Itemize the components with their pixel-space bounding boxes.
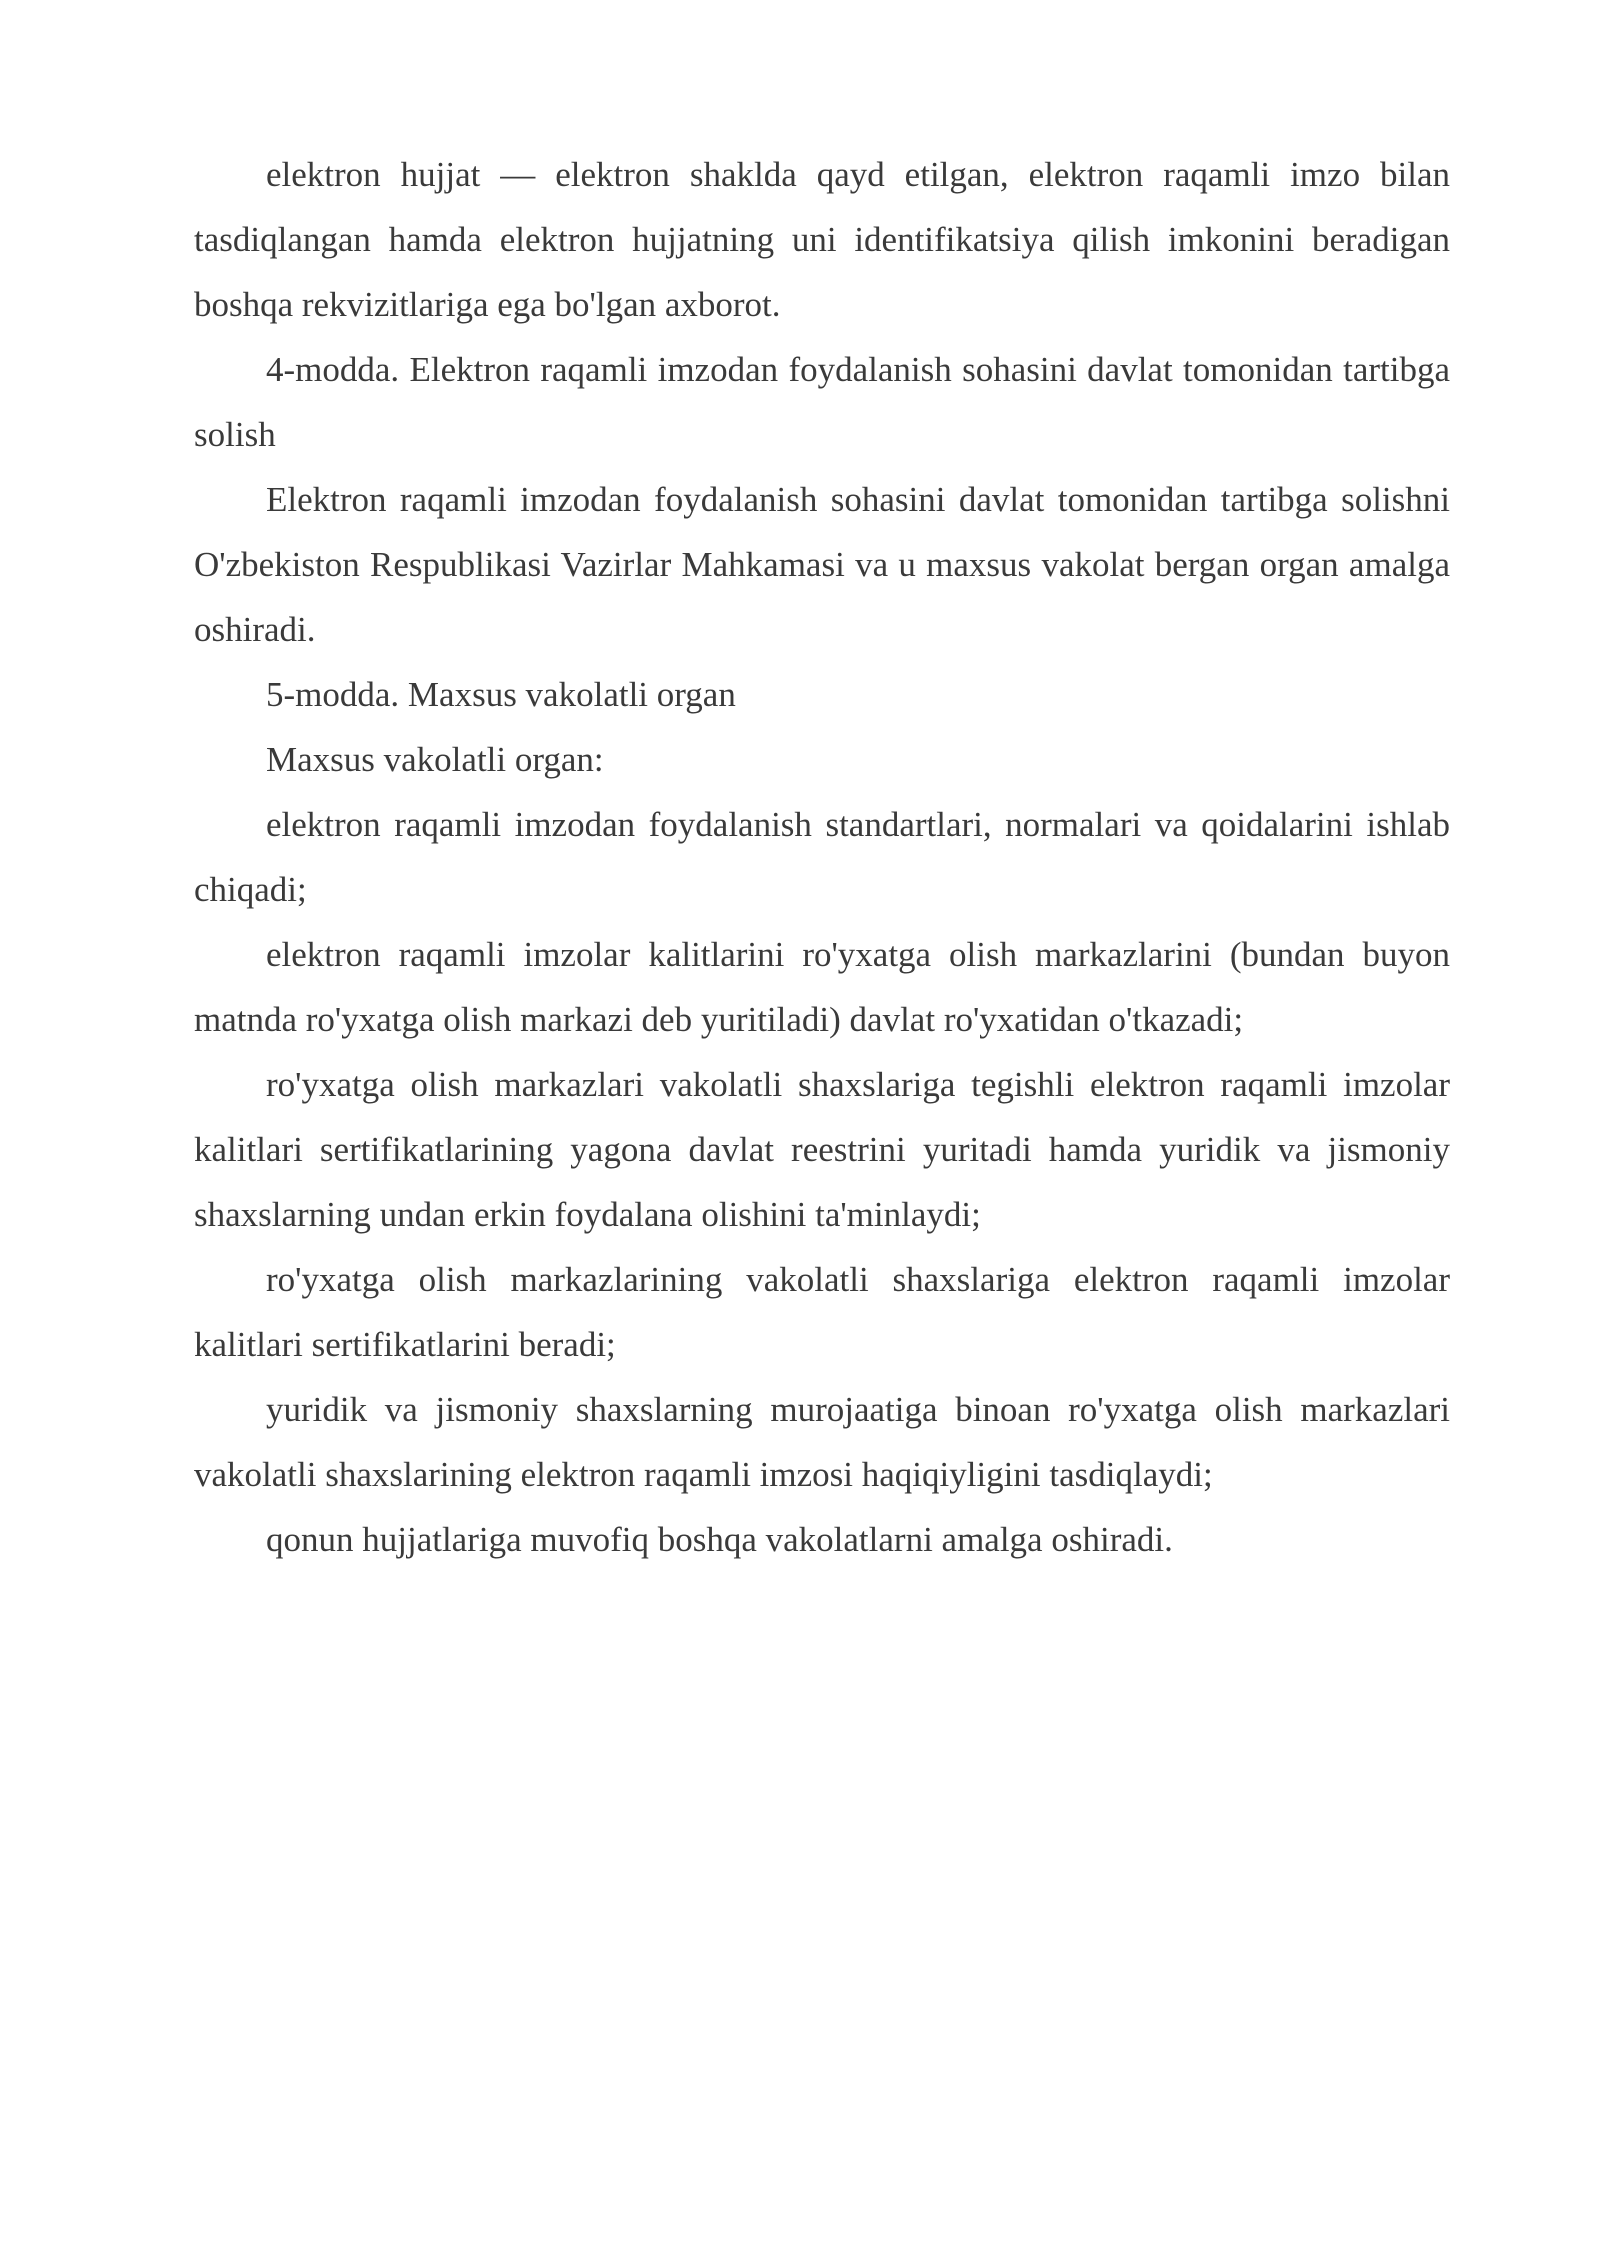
document-body <box>194 142 1450 1572</box>
article-5-intro: Maxsus vakolatli organ: <box>266 740 604 779</box>
article-5-item: yuridik va jismoniy shaxslarning murojaatiga binoan ro'yxatga olish markazlari vakolatli shaxslarining elektron raqamli imzosi haqiqiyligini tasdiqlaydi; <box>194 1390 1450 1494</box>
article-5-item: qonun hujjatlariga muvofiq boshqa vakolatlarni amalga oshiradi. <box>266 1520 1173 1559</box>
article-5-item: ro'yxatga olish markazlari vakolatli shaxslariga tegishli elektron raqamli imzolar kalitlari sertifikatlarining yagona davlat reestrini yuritadi hamda yuridik va jismoniy shaxslarning undan erkin foydalana olishini ta'minlaydi; <box>194 1065 1450 1234</box>
article-4-paragraph: Elektron raqamli imzodan foydalanish sohasini davlat tomonidan tartibga solishni O'zbekiston Respublikasi Vazirlar Mahkamasi va u maxsus vakolat bergan organ amalga oshiradi. <box>194 480 1450 649</box>
article-5-item: elektron raqamli imzolar kalitlarini ro'yxatga olish markazlarini (bundan buyon matnda ro'yxatga olish markazi deb yuritiladi) davlat ro'yxatidan o'tkazadi; <box>194 935 1450 1039</box>
article-5-heading: 5-modda. Maxsus vakolatli organ <box>266 675 736 714</box>
article-5-item: elektron raqamli imzodan foydalanish standartlari, normalari va qoidalarini ishlab chiqadi; <box>194 805 1450 909</box>
definition-paragraph: elektron hujjat — elektron shaklda qayd etilgan, elektron raqamli imzo bilan tasdiqlangan hamda elektron hujjatning uni identifikatsiya qilish imkonini beradigan boshqa rekvizitlariga ega bo'lgan axborot. <box>194 155 1450 324</box>
article-4-heading: 4-modda. Elektron raqamli imzodan foydalanish sohasini davlat tomonidan tartibga solish <box>194 350 1450 454</box>
article-5-item: ro'yxatga olish markazlarining vakolatli shaxslariga elektron raqamli imzolar kalitlari sertifikatlarini beradi; <box>194 1260 1450 1364</box>
